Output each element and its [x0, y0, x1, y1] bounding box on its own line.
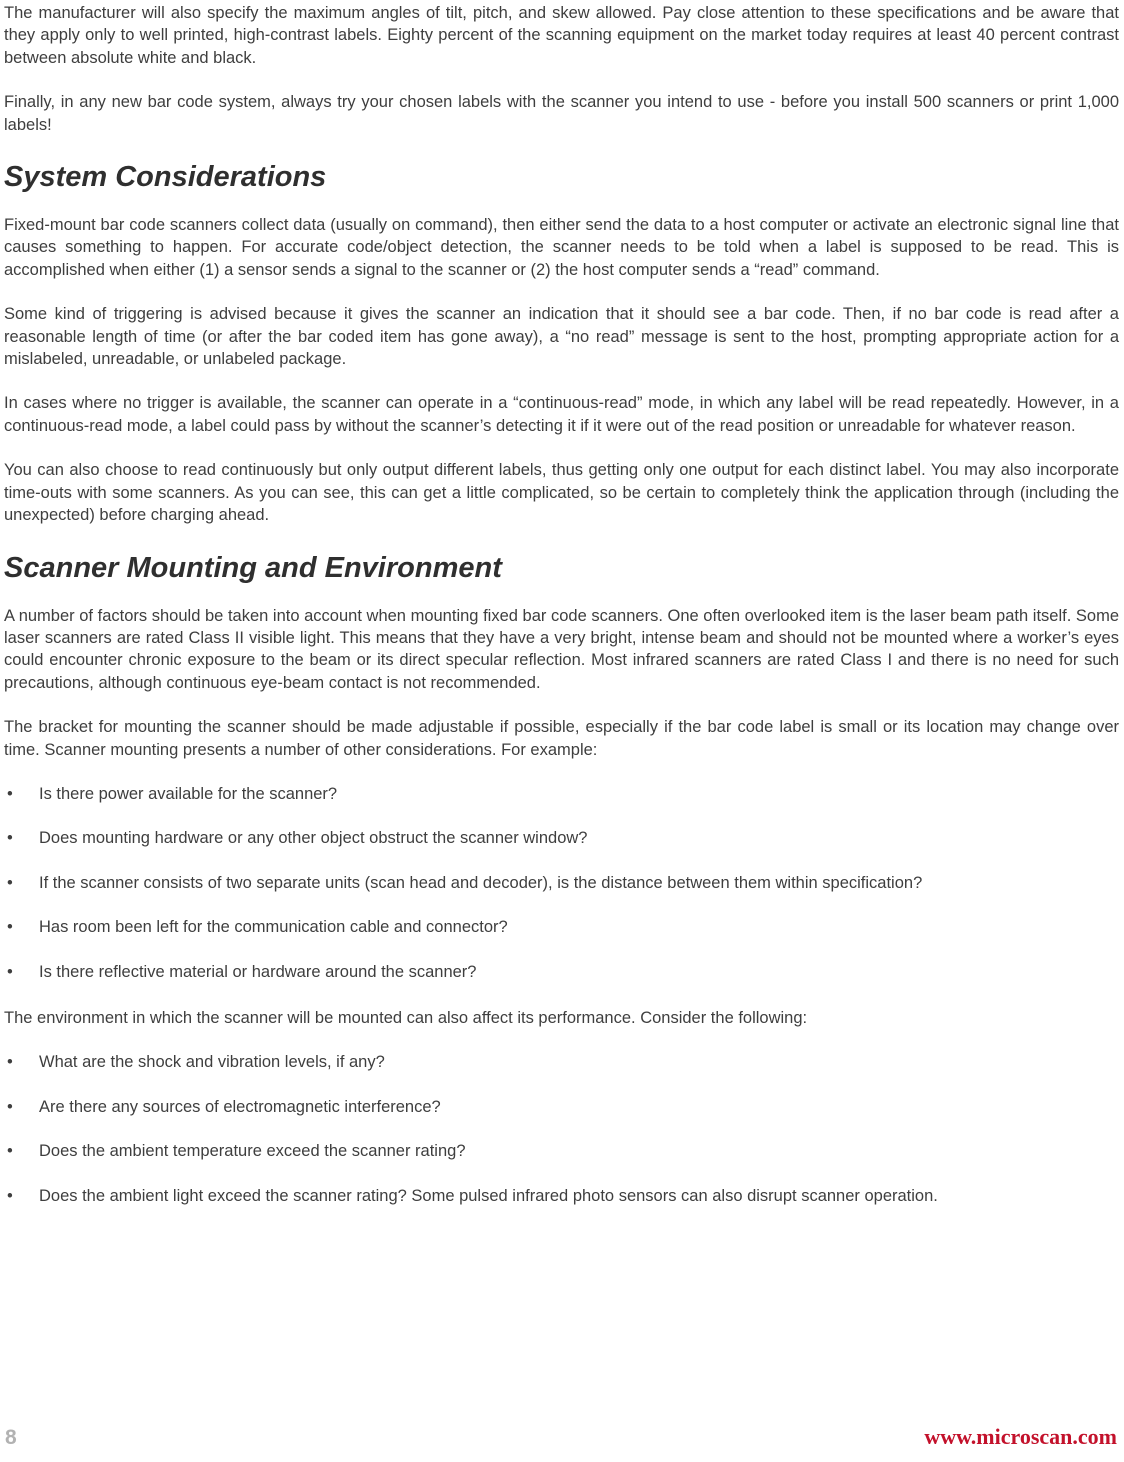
paragraph-system-1: Fixed-mount bar code scanners collect data (usually on command), then either send the data to a host computer or activate an electronic signal line that causes something to happen. For accurate code/object detection, the scanner needs to be told when a label is supposed to be read. This is accomplished when either (1) a sensor sends a signal to the scanner or (2) the host computer sends a “read” command.	[4, 216, 1119, 279]
list-item-text: Does mounting hardware or any other object obstruct the scanner window?	[39, 829, 588, 848]
bullet-icon: •	[7, 873, 13, 892]
list-item	[4, 827, 1119, 849]
paragraph-mounting-2: The bracket for mounting the scanner should be made adjustable if possible, especially if the bar code label is small or its location may change over time. Scanner mounting presents a number of other considerations. For example:	[4, 718, 1119, 759]
paragraph-system-2: Some kind of triggering is advised because it gives the scanner an indication that it should see a bar code. Then, if no bar code is read after a reasonable length of time (or after the bar coded item has gone away), a “no read” message is sent to the host, prompting appropriate action for a mislabeled, unreadable, or unlabeled package.	[4, 305, 1119, 369]
paragraph-system-4: You can also choose to read continuously but only output different labels, thus getting only one output for each distinct label. You may also incorporate time-outs with some scanners. As you can see, this can get a little complicated, so be certain to completely think the application through (including the unexpected) before charging ahead.	[4, 461, 1119, 525]
bullet-icon: •	[7, 962, 13, 981]
bullet-icon: •	[7, 1186, 13, 1205]
bullet-icon: •	[7, 1142, 13, 1161]
list-item-text: Is there power available for the scanner?	[39, 784, 338, 803]
list-item-text: Has room been left for the communication cable and connector?	[39, 918, 508, 937]
list-item	[4, 916, 1119, 938]
list-item	[4, 1051, 1119, 1073]
bullet-icon: •	[7, 829, 13, 848]
paragraph-environment-intro: The environment in which the scanner will be mounted can also affect its performance. Consider the following:	[4, 1008, 808, 1027]
list-item	[4, 872, 1119, 894]
heading-scanner-mounting: Scanner Mounting and Environment	[4, 551, 502, 584]
list-item	[4, 1140, 1119, 1162]
list-item	[4, 1096, 1119, 1118]
paragraph-intro-2: Finally, in any new bar code system, always try your chosen labels with the scanner you intend to use - before you install 500 scanners or print 1,000 labels!	[4, 93, 1119, 134]
list-item-text: Is there reflective material or hardware around the scanner?	[39, 962, 477, 981]
list-item-text: Are there any sources of electromagnetic interference?	[39, 1097, 441, 1116]
list-item-text: Does the ambient light exceed the scanner rating? Some pulsed infrared photo sensors can also disrupt scanner operation.	[39, 1186, 938, 1205]
list-item	[4, 961, 1119, 983]
paragraph-mounting-1: A number of factors should be taken into account when mounting fixed bar code scanners. One often overlooked item is the laser beam path itself. Some laser scanners are rated Class II visible light. This means that they have a very bright, intense beam and should not be mounted where a worker’s eyes could encounter chronic exposure to the beam or its direct specular reflection. Most infrared scanners are rated Class I and there is no need for such precautions, although continuous eye-beam contact is not recommended.	[4, 606, 1119, 692]
website-link[interactable]: www.microscan.com	[924, 1424, 1117, 1449]
list-item	[4, 783, 1119, 805]
page-footer	[0, 1424, 1124, 1450]
bullet-icon: •	[7, 784, 13, 803]
bullet-icon: •	[7, 1097, 13, 1116]
bullet-icon: •	[7, 1053, 13, 1072]
list-item-text: What are the shock and vibration levels, if any?	[39, 1053, 385, 1072]
list-item-text: If the scanner consists of two separate units (scan head and decoder), is the distance between them within specification?	[39, 873, 923, 892]
page-number: 8	[5, 1426, 17, 1449]
heading-system-considerations: System Considerations	[4, 161, 327, 194]
paragraph-intro-1: The manufacturer will also specify the maximum angles of tilt, pitch, and skew allowed. Pay close attention to these specifications and be aware that they apply only to well printed, high-contrast labels. Eighty percent of the scanning equipment on the market today requires at least 40 percent contrast between absolute white and black.	[4, 4, 1119, 67]
bullet-icon: •	[7, 918, 13, 937]
list-item-text: Does the ambient temperature exceed the scanner rating?	[39, 1142, 466, 1161]
paragraph-system-3: In cases where no trigger is available, the scanner can operate in a “continuous-read” mode, in which any label will be read repeatedly. However, in a continuous-read mode, a label could pass by without the scanner’s detecting it if it were out of the read position or unreadable for whatever reason.	[4, 394, 1119, 435]
environment-considerations-list	[4, 1051, 1119, 1207]
list-item	[4, 1185, 1119, 1207]
mounting-considerations-list	[4, 783, 1119, 983]
